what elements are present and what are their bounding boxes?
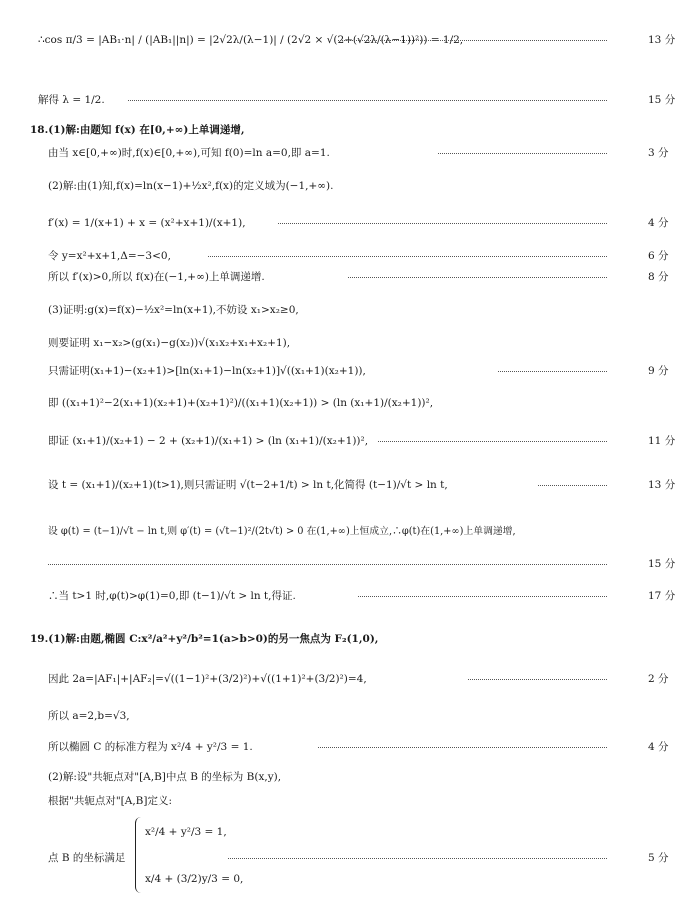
- line-monotonic: 所以 f′(x)>0,所以 f(x)在(−1,+∞)上单调递增. 8 分: [48, 270, 669, 284]
- leader-dots: [358, 596, 607, 597]
- score-label: 4 分: [645, 216, 678, 230]
- line-q18-part3: (3)证明:g(x)=f(x)−½x²=ln(x+1),不妨设 x₁>x₂≥0,: [48, 303, 669, 317]
- leader-dots: [228, 858, 607, 859]
- line-2a: 因此 2a=|AF₁|+|AF₂|=√((1−1)²+(3/2)²)+√((1+1)²+(3/2)²)=4, 2 分: [48, 672, 669, 686]
- leader-dots: [48, 564, 607, 565]
- line-substitute-t: 设 t = (x₁+1)/(x₂+1)(t>1),则只需证明 √(t−2+1/t) > ln t,化简得 (t−1)/√t > ln t, 13 分: [48, 478, 669, 492]
- leader-dots: [438, 153, 607, 154]
- score-label: 15 分: [645, 93, 678, 107]
- score-label: 13 分: [645, 33, 678, 47]
- leader-dots: [318, 747, 607, 748]
- leader-dots: [468, 679, 607, 680]
- line-ellipse-equation: 所以椭圆 C 的标准方程为 x²/4 + y²/3 = 1. 4 分: [48, 740, 669, 754]
- line-q19-part2: (2)解:设"共轭点对"[A,B]中点 B 的坐标为 B(x,y),: [48, 770, 669, 784]
- leader-dots: [498, 371, 607, 372]
- line-lambda-solution: 解得 λ = 1/2. 15 分: [38, 93, 669, 107]
- line-conclusion: ∴当 t>1 时,φ(t)>φ(1)=0,即 (t−1)/√t > ln t,得证. 17 分: [48, 589, 669, 603]
- score-label: 3 分: [645, 146, 678, 160]
- score-label: 2 分: [645, 672, 678, 686]
- leader-dots: [378, 441, 607, 442]
- line-discriminant: 令 y=x²+x+1,Δ=−3<0, 6 分: [48, 249, 669, 263]
- line-point-b: 点 B 的坐标满足 5 分: [48, 851, 669, 865]
- line-q18-part1: 18.(1)解:由题知 f(x) 在[0,+∞)上单调递增,: [30, 123, 669, 137]
- leader-dots: [348, 277, 607, 278]
- system-equation-2: x/4 + (3/2)y/3 = 0,: [145, 873, 244, 885]
- line-derivative: f′(x) = 1/(x+1) + x = (x²+x+1)/(x+1), 4 分: [48, 216, 669, 230]
- score-label: 13 分: [645, 478, 678, 492]
- score-label: 8 分: [645, 270, 678, 284]
- line-q18-part2: (2)解:由(1)知,f(x)=ln(x−1)+½x²,f(x)的定义域为(−1,+∞).: [48, 179, 669, 193]
- line-equivalent-2: 即证 (x₁+1)/(x₂+1) − 2 + (x₂+1)/(x₁+1) > (ln (x₁+1)/(x₂+1))², 11 分: [48, 434, 669, 448]
- leader-dots: [538, 485, 607, 486]
- line-need-prove: 只需证明(x₁+1)−(x₂+1)>[ln(x₁+1)−ln(x₂+1)]√((x₁+1)(x₂+1)), 9 分: [48, 364, 669, 378]
- score-label: 11 分: [645, 434, 678, 448]
- line-phi-def: 设 φ(t) = (t−1)/√t − ln t,则 φ′(t) = (√t−1)²/(2t√t) > 0 在(1,+∞)上恒成立,∴φ(t)在(1,+∞)上单调递增,: [48, 524, 669, 539]
- leader-dots: [278, 223, 607, 224]
- score-label: 9 分: [645, 364, 678, 378]
- line-q19-part1: 19.(1)解:由题,椭圆 C:x²/a²+y²/b²=1(a>b>0)的另一焦点为 F₂(1,0),: [30, 632, 669, 646]
- score-label: 15 分: [645, 557, 678, 571]
- line-a-b-values: 所以 a=2,b=√3,: [48, 709, 669, 723]
- leader-dots: [338, 40, 607, 41]
- line-score-15: [48, 557, 676, 571]
- system-brace: [135, 817, 144, 893]
- line-cos-equation: ∴cos π/3 = |AB₁·n| / (|AB₁||n|) = |2√2λ/(λ−1)| / (2√2 × √(2+(√2λ/(λ−1))²)) = 1/2, 13 分: [38, 33, 669, 47]
- score-label: 5 分: [645, 851, 678, 865]
- system-equation-1: x²/4 + y²/3 = 1,: [145, 826, 227, 838]
- score-label: 6 分: [645, 249, 678, 263]
- leader-dots: [208, 256, 607, 257]
- line-to-prove: 则要证明 x₁−x₂>(g(x₁)−g(x₂))√(x₁x₂+x₁+x₂+1),: [48, 336, 669, 350]
- line-definition: 根据"共轭点对"[A,B]定义:: [48, 794, 669, 808]
- score-label: 4 分: [645, 740, 678, 754]
- line-q18-a-value: 由当 x∈[0,+∞)时,f(x)∈[0,+∞),可知 f(0)=ln a=0,即 a=1. 3 分: [48, 146, 669, 160]
- leader-dots: [128, 100, 607, 101]
- line-equivalent-1: 即 ((x₁+1)²−2(x₁+1)(x₂+1)+(x₂+1)²)/((x₁+1)(x₂+1)) > (ln (x₁+1)/(x₂+1))²,: [48, 396, 669, 410]
- score-label: 17 分: [645, 589, 678, 603]
